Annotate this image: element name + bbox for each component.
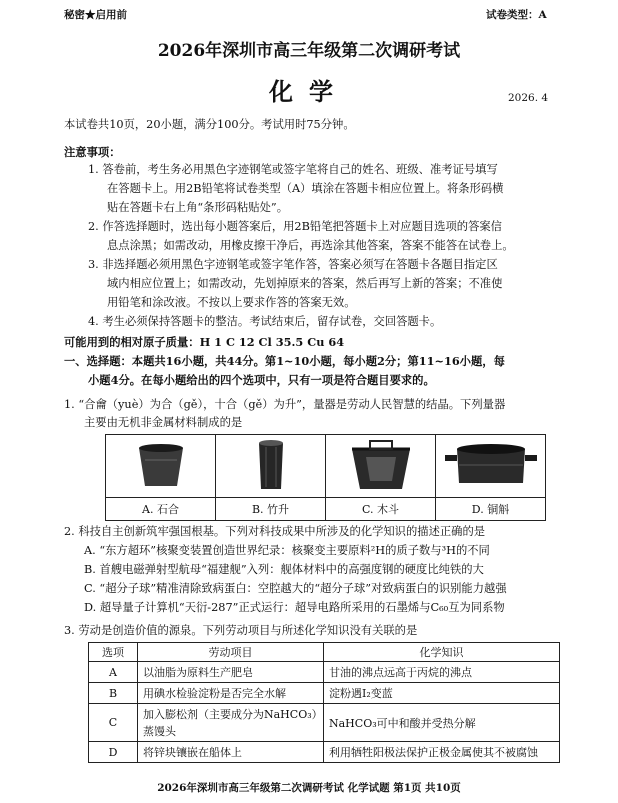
note-line: 域内相应位置上；如需改动，先划掉原来的答案，然后再写上新的答案；不准使: [107, 277, 503, 290]
row-knowledge: NaHCO₃可中和酸并受热分解: [324, 704, 560, 742]
section-heading: 一、选择题：本题共16小题，共44分。第1~10小题，每小题2分；第11~16小题，每: [64, 354, 505, 368]
exam-date: 2026. 4: [508, 92, 549, 104]
bronze-measure-image: [436, 435, 546, 498]
q2-option-a: A. “东方超环”核聚变装置创造世界纪录：核聚变主要原料²H的质子数与³H的不同: [84, 544, 490, 557]
secret-label: 秘密★启用前: [64, 9, 127, 21]
table-row: [89, 662, 560, 683]
table-row: [89, 704, 560, 742]
option-d-caption: D. 铜斛: [436, 498, 546, 521]
section-heading-cont: 小题4分。在每小题给出的四个选项中，只有一项是符合题目要求的。: [88, 373, 435, 387]
exam-title: 2026年深圳市高三年级第二次调研考试: [157, 41, 461, 61]
option-c-caption: C. 木斗: [326, 498, 436, 521]
wooden-measure-image: [326, 435, 436, 498]
page-footer: 2026年深圳市高三年级第二次调研考试 化学试题 第1页 共10页: [157, 782, 461, 794]
note-line: 3. 非选择题必须用黑色字迹钢笔或签字笔作答，答案必须写在答题卡各题目指定区: [88, 258, 498, 271]
note-line: 4. 考生必须保持答题卡的整洁。考试结束后，留存试卷，交回答题卡。: [88, 315, 442, 328]
row-knowledge: 甘油的沸点远高于丙烷的沸点: [324, 662, 560, 683]
note-line: 2. 作答选择题时，选出每小题答案后，用2B铅笔把答题卡上对应题目选项的答案信: [88, 220, 502, 233]
option-a-caption: A. 石合: [106, 498, 216, 521]
row-project: 加入膨松剂（主要成分为NaHCO₃）蒸馒头: [138, 704, 324, 742]
notes-heading: 注意事项：: [64, 145, 121, 159]
row-knowledge: 淀粉遇I₂变蓝: [324, 683, 560, 704]
q1-stem: 1. “合龠（yuè）为合（gě），十合（gě）为升”，量器是劳动人民智慧的结晶。下列量器: [64, 398, 506, 411]
note-line: 用铅笔和涂改液。不按以上要求作答的答案无效。: [107, 296, 356, 309]
row-option: D: [89, 742, 138, 763]
q3-stem: 3. 劳动是创造价值的源泉。下列劳动项目与所述化学知识没有关联的是: [64, 624, 418, 637]
note-line: 在答题卡上。用2B铅笔将试卷类型（A）填涂在答题卡相应位置上。将条形码横: [107, 182, 504, 195]
table-row: [89, 742, 560, 763]
note-line: 息点涂黑；如需改动，用橡皮擦干净后，再选涂其他答案，答案不能答在试卷上。: [107, 239, 514, 252]
subject-title: 化学: [269, 77, 349, 106]
stone-measure-image: [106, 435, 216, 498]
q1-image-table: [105, 434, 546, 521]
q2-option-d: D. 超导量子计算机“天衍-287”正式运行：超导电路所采用的石墨烯与C₆₀互为同系物: [84, 601, 505, 614]
bamboo-measure-image: [216, 435, 326, 498]
row-option: C: [89, 704, 138, 742]
paper-type-label: 试卷类型：A: [486, 9, 547, 21]
q2-option-c: C. “超分子球”精准清除致病蛋白：空腔越大的“超分子球”对致病蛋白的识别能力越强: [84, 582, 507, 595]
note-line: 1. 答卷前，考生务必用黑色字迹钢笔或签字笔将自己的姓名、班级、准考证号填写: [88, 163, 498, 176]
note-line: 贴在答题卡右上角“条形码粘贴处”。: [107, 201, 289, 214]
atomic-masses: 可能用到的相对原子质量：H 1 C 12 Cl 35.5 Cu 64: [64, 335, 345, 349]
header-option: 选项: [89, 643, 138, 662]
exam-info: 本试卷共10页，20小题，满分100分。考试用时75分钟。: [64, 118, 355, 131]
q1-stem-cont: 主要由无机非金属材料制成的是: [84, 416, 243, 429]
q2-option-b: B. 首艘电磁弹射型航母“福建舰”入列：舰体材料中的高强度钢的硬度比纯铁的大: [84, 563, 484, 576]
row-option: A: [89, 662, 138, 683]
row-project: 将锌块镶嵌在船体上: [138, 742, 324, 763]
table-row: [89, 683, 560, 704]
header-project: 劳动项目: [138, 643, 324, 662]
header-knowledge: 化学知识: [324, 643, 560, 662]
row-project: 以油脂为原料生产肥皂: [138, 662, 324, 683]
option-b-caption: B. 竹升: [216, 498, 326, 521]
row-project: 用碘水检验淀粉是否完全水解: [138, 683, 324, 704]
q3-table: [88, 642, 560, 763]
row-knowledge: 利用牺牲阳极法保护正极金属使其不被腐蚀: [324, 742, 560, 763]
q2-stem: 2. 科技自主创新筑牢强国根基。下列对科技成果中所涉及的化学知识的描述正确的是: [64, 525, 486, 538]
row-option: B: [89, 683, 138, 704]
